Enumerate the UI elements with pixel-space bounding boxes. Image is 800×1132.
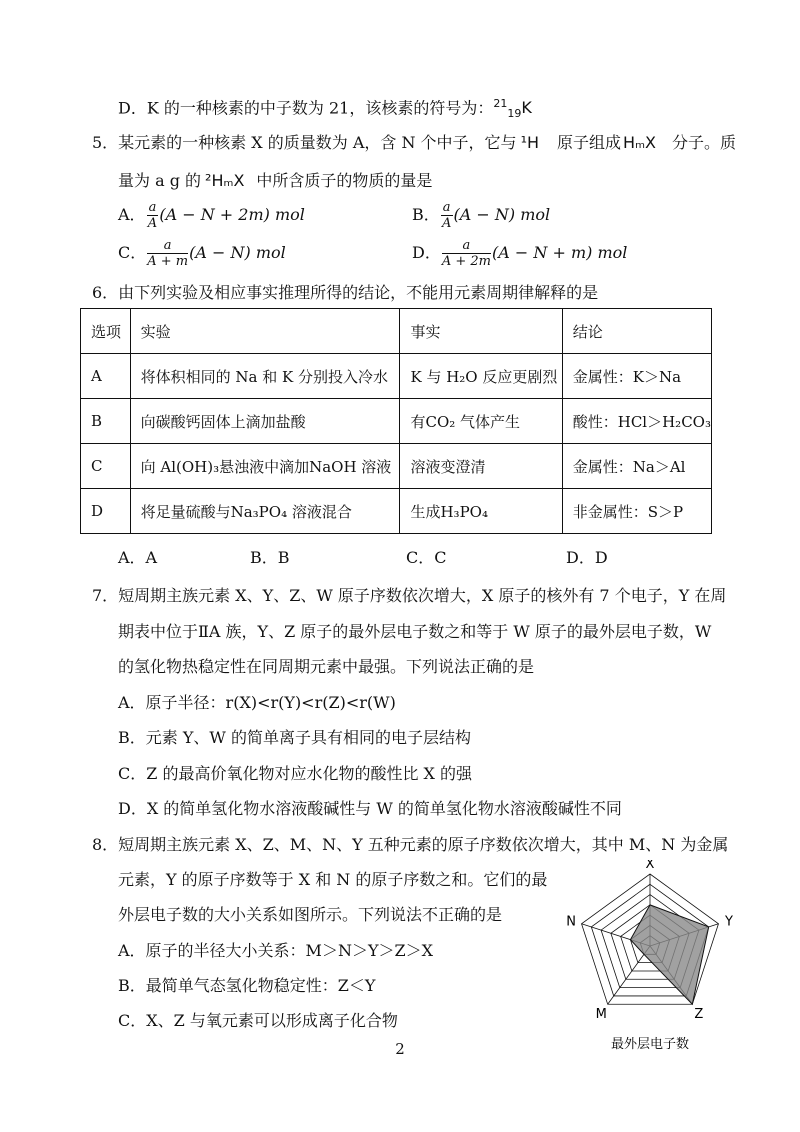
- q5-stem-line1: 5．某元素的一种核素 X 的质量数为 A，含 N 个中子，它与 ¹H 原子组成 HₘX 分子。质: [92, 133, 737, 152]
- radar-axis-label: M: [595, 1007, 607, 1023]
- table-row: [81, 354, 712, 399]
- q8-option-c: C．X、Z 与氧元素可以形成离子化合物: [118, 1011, 398, 1030]
- table-row: [81, 444, 712, 489]
- nuclide-symbol: $^{21}_{19}$K: [493, 97, 532, 121]
- q6-stem: 6．由下列实验及相应事实推理所得的结论，不能用元素周期律解释的是: [92, 283, 599, 302]
- table-cell: 将足量硫酸与Na₃PO₄ 溶液混合: [130, 489, 400, 534]
- table-cell: 溶液变澄清: [400, 444, 562, 489]
- table-row: [81, 489, 712, 534]
- q7-option-b: B．元素 Y、W 的简单离子具有相同的电子层结构: [118, 728, 471, 747]
- table-header-row: [81, 309, 712, 354]
- radar-caption: 最外层电子数: [610, 1037, 690, 1052]
- q8-stem-line1: 8．短周期主族元素 X、Z、M、N、Y 五种元素的原子序数依次增大，其中 M、N 为金属: [92, 835, 729, 854]
- h1-symbol: ¹H: [520, 133, 540, 152]
- header-cell: 实验: [130, 309, 400, 354]
- table-cell: A: [81, 354, 131, 399]
- q7-option-a: A．原子半径：r(X)<r(Y)<r(Z)<r(W): [118, 693, 396, 712]
- q7-stem-line3: 的氢化物热稳定性在同周期元素中最强。下列说法正确的是: [118, 657, 535, 676]
- q5-option-b: B． $\frac{a}{A}$ (A − N) mol: [412, 200, 551, 231]
- table-cell: 有CO₂ 气体产生: [400, 399, 562, 444]
- q5-option-d: D． $\frac{a}{A + 2m}$ (A − N + m) mol: [412, 238, 628, 269]
- table-cell: 非金属性：S＞P: [562, 489, 711, 534]
- q7-option-d: D．X 的简单氢化物水溶液酸碱性与 W 的简单氢化物水溶液酸碱性不同: [118, 799, 622, 818]
- q6-option-d: D．D: [566, 548, 608, 567]
- q6-table: [80, 308, 712, 534]
- radar-axis-label: Y: [724, 914, 733, 930]
- q5-option-a: A． $\frac{a}{A}$ (A − N + 2m) mol: [118, 200, 305, 231]
- table-row: [81, 399, 712, 444]
- table-cell: 向 Al(OH)₃悬浊液中滴加NaOH 溶液: [130, 444, 400, 489]
- header-cell: 选项: [81, 309, 131, 354]
- q7-stem-line1: 7．短周期主族元素 X、Y、Z、W 原子序数依次增大，X 原子的核外有 7 个电子，Y 在周: [92, 586, 727, 605]
- table-cell: K 与 H₂O 反应更剧烈: [400, 354, 562, 399]
- radar-spoke: [608, 946, 650, 1004]
- header-cell: 结论: [562, 309, 711, 354]
- radar-chart: [560, 860, 740, 1060]
- table-cell: 向碳酸钙固体上滴加盐酸: [130, 399, 400, 444]
- table-cell: 金属性：K＞Na: [562, 354, 711, 399]
- table-cell: B: [81, 399, 131, 444]
- table-cell: 酸性：HCl＞H₂CO₃: [562, 399, 711, 444]
- page-number: 2: [395, 1040, 405, 1058]
- q8-stem-line2: 元素，Y 的原子序数等于 X 和 N 的原子序数之和。它们的最: [118, 870, 548, 889]
- table-cell: 将体积相同的 Na 和 K 分别投入冷水: [130, 354, 400, 399]
- radar-axis-label: Z: [694, 1007, 704, 1023]
- q4-option-d: [118, 93, 532, 126]
- q8-option-a: A．原子的半径大小关系：M＞N＞Y＞Z＞X: [118, 941, 434, 960]
- table-cell: D: [81, 489, 131, 534]
- table-cell: 生成H₃PO₄: [400, 489, 562, 534]
- header-cell: 事实: [400, 309, 562, 354]
- q6-option-c: C．C: [406, 548, 447, 567]
- q5-option-c: C． $\frac{a}{A + m}$ (A − N) mol: [118, 238, 286, 269]
- q4-option-d-text: D．K 的一种核素的中子数为 21，该核素的符号为：: [118, 98, 494, 118]
- q5-stem-line2: 量为 a g 的 ²HₘX 中所含质子的物质的量是: [118, 171, 433, 190]
- molecule-formula: HₘX: [623, 133, 656, 152]
- q6-option-b: B．B: [250, 548, 290, 567]
- table-cell: C: [81, 444, 131, 489]
- q8-option-b: B．最简单气态氢化物稳定性：Z＜Y: [118, 976, 376, 995]
- q7-stem-line2: 期表中位于ⅡA 族，Y、Z 原子的最外层电子数之和等于 W 原子的最外层电子数，W: [118, 622, 712, 641]
- q7-option-c: C．Z 的最高价氧化物对应水化物的酸性比 X 的强: [118, 764, 473, 783]
- radar-figure: [560, 860, 740, 1060]
- table-cell: 金属性：Na＞Al: [562, 444, 711, 489]
- radar-axis-label: N: [566, 914, 576, 930]
- q8-stem-line3: 外层电子数的大小关系如图所示。下列说法不正确的是: [118, 905, 503, 924]
- molecule-formula-2: ²HₘX: [205, 171, 245, 190]
- q6-option-a: A．A: [118, 548, 158, 567]
- radar-axis-label: X: [645, 860, 655, 872]
